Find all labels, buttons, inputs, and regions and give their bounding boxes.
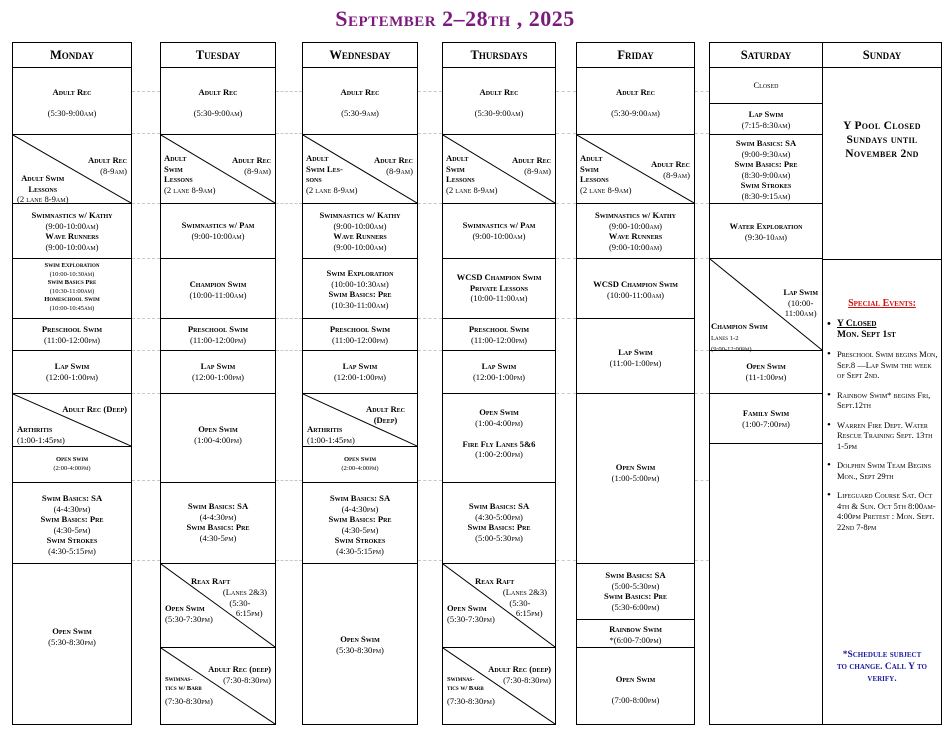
event-item [837, 319, 941, 340]
fri-c2b: (8-9am) [663, 169, 690, 180]
wed-c9e: Swim Strokes [334, 535, 386, 545]
tue-c4b: (10:00-11:00am) [189, 289, 247, 300]
sat-c1a: Closed [753, 80, 779, 90]
fri-swimnastics [577, 204, 694, 259]
wed-c7d: (1:00-1:45pm) [307, 434, 355, 445]
special-events-list [825, 319, 941, 541]
thu-c8c: Swim Basics: Pre [467, 522, 531, 532]
thu-adult-rec-early [443, 67, 555, 135]
fri-c1b: (5:30-9:00am) [611, 108, 660, 118]
wed-c7a: Adult Rec [365, 404, 405, 414]
thu-c2f: (2 lane 8-9am) [446, 184, 498, 195]
fri-c9a: Open Swim [615, 674, 656, 684]
mon-c2d: Lessons [28, 183, 58, 194]
wed-c10a: Open Swim [340, 634, 380, 644]
thu-c8a: Swim Basics: SA [468, 501, 530, 511]
fri-open-swim-evening [577, 648, 694, 724]
wed-c3b: (9:00-10:00am) [333, 220, 387, 231]
fri-c7d: (5:30-6:00pm) [611, 601, 660, 612]
event-y-closed: Y Closed [837, 319, 877, 329]
tue-c10c: Swimnas- [165, 676, 193, 683]
wed-c4c: Swim Basics: Pre [328, 289, 392, 299]
special-events-title: Special Events: [848, 298, 916, 309]
schedule-note [823, 649, 941, 685]
wed-c2d: Swim Les- [306, 163, 343, 174]
fri-adult-rec-lessons [577, 135, 694, 204]
tue-c9d: 6:15pm) [235, 608, 263, 618]
sun-closed2: Sundays until [846, 134, 918, 146]
fri-c3c: Wave Runners [608, 231, 663, 241]
wed-adult-rec-deep [303, 394, 417, 447]
fri-c3a: Swimnastics w/ Kathy [594, 210, 677, 220]
mon-c10b: (5:30-8:30pm) [48, 636, 96, 647]
mon-c9b: (4-4:30pm) [53, 503, 91, 514]
thu-c4a: WCSD Champion Swim [456, 272, 542, 282]
mon-swim-basics [13, 483, 131, 564]
sunday-divider [823, 259, 941, 260]
mon-c9c: Swim Basics: Pre [40, 514, 104, 524]
mon-c2b: (8-9am) [100, 165, 127, 176]
fri-c2f: (2 lane 8-9am) [580, 184, 632, 195]
thu-c2a: Adult Rec [511, 155, 551, 165]
mon-exploration [13, 259, 131, 319]
fri-c8a: Rainbow Swim [609, 624, 662, 634]
tue-c9f: (5:30-7:30pm) [165, 613, 213, 624]
fri-c4b: (10:00-11:00am) [606, 289, 665, 300]
sun-closed3: November 2nd [845, 148, 919, 160]
event-item [837, 349, 941, 381]
thu-lap-swim [443, 351, 555, 394]
sunday-column [822, 42, 942, 725]
wed-c7b: (Deep) [373, 414, 398, 425]
thu-c7d: (1:00-2:00pm) [475, 449, 523, 459]
tue-swim-basics [161, 483, 275, 564]
mon-c4d: (10:30-11:00am) [49, 287, 95, 295]
fri-c7a: Swim Basics: SA [605, 570, 666, 580]
fri-rainbow-swim [577, 620, 694, 648]
wed-c8b: (2:00-4:00pm) [341, 464, 379, 472]
friday-header: Friday [577, 43, 694, 68]
tue-c10d: tics w/ Barb [165, 684, 202, 692]
event-fire-dept: Warren Fire Dept. Water Rescue Training Sept. 13th 1-5pm [837, 419, 933, 451]
mon-c8b: (2:00-4:00pm) [53, 464, 91, 472]
sunday-header: Sunday [823, 43, 941, 68]
tue-c6a: Lap Swim [200, 361, 236, 371]
mon-lap-swim [13, 351, 131, 394]
tue-c2d: Swim [164, 163, 183, 174]
thu-c9e: Open Swim [447, 603, 487, 613]
tue-c5b: (11:00-12:00pm) [189, 334, 247, 345]
saturday-header: Saturday [710, 43, 822, 68]
mon-c7c: (1:00-1:45pm) [17, 434, 65, 445]
mon-c4e: Homeschool Swim [44, 296, 100, 303]
wed-c5b: (11:00-12:00pm) [331, 334, 389, 345]
fri-c8b: *(6:00-7:00pm) [609, 634, 662, 645]
thu-c5a: Preschool Swim [468, 324, 530, 334]
sat-lap-swim-early [710, 104, 822, 135]
mon-c3b: (9:00-10:00am) [45, 220, 99, 231]
mon-c3c: Wave Runners [45, 231, 99, 241]
thu-open-swim-afternoon [443, 394, 555, 483]
wed-c5a: Preschool Swim [329, 324, 391, 334]
monday-header: Monday [13, 43, 131, 68]
thu-adult-rec-lessons [443, 135, 555, 204]
mon-c3d: (9:00-10:00am) [45, 241, 99, 252]
wed-c6a: Lap Swim [342, 361, 378, 371]
thu-c4b: Private Lessons [469, 282, 529, 293]
mon-adult-rec-lessons [13, 135, 131, 204]
wednesday-column [302, 42, 418, 725]
thu-c9a: Reax Raft [475, 576, 515, 586]
friday-column [576, 42, 695, 725]
event-y-closed-date: Mon. Sept 1st [837, 329, 896, 340]
wed-c9c: Swim Basics: Pre [328, 514, 392, 524]
tue-c9b: (Lanes 2&3) [222, 587, 267, 597]
tue-c9e: Open Swim [165, 603, 205, 613]
thu-swimnastics [443, 204, 555, 259]
tue-c7b: (1:00-4:00pm) [194, 434, 242, 445]
thu-champion-swim [443, 259, 555, 319]
fri-c3b: (9:00-10:00am) [608, 220, 663, 231]
wed-c1a: Adult Rec [340, 87, 380, 97]
event-item [837, 460, 941, 481]
sat-water-exploration [710, 204, 822, 259]
fri-champion-swim [577, 259, 694, 319]
mon-c4a: Swim Exploration [44, 262, 100, 269]
thu-c5b: (11:00-12:00pm) [470, 334, 528, 345]
sat-c4a: Water Exploration [729, 221, 803, 231]
monday-column [12, 42, 132, 725]
wed-c7c: Arthritis [307, 424, 343, 434]
wed-c9d: (4:30-5pm) [341, 524, 379, 535]
event-item [837, 490, 941, 532]
mon-c2c: Adult Swim [21, 173, 65, 183]
thu-c9b: (Lanes 2&3) [502, 587, 547, 597]
wed-c2f: (2 lane 8-9am) [306, 184, 358, 195]
sat-swim-basics [710, 135, 822, 204]
event-dolphin: Dolphin Swim Team Begins Mon., Sept 29th [837, 460, 931, 481]
thu-c7b: (1:00-4:00pm) [475, 417, 523, 428]
mon-c1b: (5:30-9:00am) [47, 108, 97, 118]
tue-c10b: (7:30-8:30pm) [223, 674, 271, 685]
fri-c5b: (11:00-1:00pm) [609, 357, 662, 368]
wed-adult-rec-lessons [303, 135, 417, 204]
thu-c10e: (7:30-8:30pm) [447, 696, 495, 706]
wed-c3d: (9:00-10:00am) [333, 241, 387, 252]
mon-c8a: Open Swim [55, 456, 89, 463]
mon-c2e: (2 lane 8-9am) [17, 194, 69, 204]
event-item [837, 420, 941, 452]
thu-c9c: (5:30- [509, 597, 531, 608]
fri-c1a: Adult Rec [615, 87, 655, 97]
thu-c2e: Lessons [446, 174, 475, 184]
fri-lap-swim [577, 319, 694, 394]
tue-lap-swim [161, 351, 275, 394]
thu-reax-raft [443, 564, 555, 648]
mon-c9e: Swim Strokes [46, 535, 98, 545]
wed-c2b: (8-9am) [386, 165, 413, 176]
thu-c2c: Adult [446, 153, 469, 163]
tue-c4a: Champion Swim [189, 279, 247, 289]
sat-lap-champion [710, 259, 822, 351]
thu-c3a: Swimnastics w/ Pam [462, 220, 536, 230]
fri-c4a: WCSD Champion Swim [593, 279, 678, 289]
fri-c3d: (9:00-10:00am) [608, 241, 663, 252]
fri-c2e: Lessons [580, 174, 609, 184]
fri-c7c: Swim Basics: Pre [604, 591, 667, 601]
wed-c4d: (10:30-11:00am) [331, 299, 389, 310]
mon-c7b: Arthritis [17, 424, 53, 434]
fri-adult-rec-early [577, 67, 694, 135]
tue-c3b: (9:00-10:00am) [191, 230, 245, 241]
wed-c9f: (4:30-5:15pm) [336, 545, 384, 556]
thu-c1b: (5:30-9:00am) [474, 108, 524, 118]
wed-swim-basics [303, 483, 417, 564]
tue-c5a: Preschool Swim [187, 324, 249, 334]
thu-c8b: (4:30-5:00pm) [475, 511, 523, 522]
thu-c9f: (5:30-7:30pm) [447, 613, 495, 624]
tue-c2b: (8-9am) [244, 165, 271, 176]
thu-c7c: Fire Fly Lanes 5&6 [462, 438, 536, 449]
wed-swimnastics [303, 204, 417, 259]
fri-c7b: (5:00-5:30pm) [611, 580, 660, 591]
thu-c10c: Swimnas- [447, 676, 475, 683]
wed-c2e: sons [306, 174, 322, 184]
mon-c4c: Swim Basics Pre [47, 279, 97, 286]
tue-c9c: (5:30- [229, 597, 251, 608]
tue-c6b: (12:00-1:00pm) [191, 371, 245, 382]
wed-c8a: Open Swim [343, 456, 377, 463]
wed-c9b: (4-4:30pm) [341, 503, 379, 514]
tue-reax-raft [161, 564, 275, 648]
wed-lap-swim [303, 351, 417, 394]
mon-c9d: (4:30-5pm) [53, 524, 91, 535]
sat-c2a: Lap Swim [748, 109, 784, 119]
wed-adult-rec-early [303, 67, 417, 135]
fri-c2c: Adult [580, 153, 603, 163]
sat-family-swim [710, 394, 822, 444]
mon-open-swim-afternoon [13, 447, 131, 483]
wed-c2a: Adult Rec [373, 155, 413, 165]
fri-c6a: Open Swim [615, 462, 656, 472]
sat-c3b: (9:00-9:30am) [741, 148, 791, 159]
mon-c3a: Swimnastics w/ Kathy [31, 210, 113, 220]
tue-open-swim-afternoon [161, 394, 275, 483]
sat-c3a: Swim Basics: SA [735, 138, 797, 148]
mon-c1a: Adult Rec [52, 87, 92, 97]
sat-c7b: (1:00-7:00pm) [742, 418, 790, 429]
wed-preschool [303, 319, 417, 351]
thu-c2b: (8-9am) [524, 165, 551, 176]
saturday-column [709, 42, 823, 725]
sat-c5c: 11:00am) [784, 308, 817, 318]
tuesday-column [160, 42, 276, 725]
thu-preschool [443, 319, 555, 351]
sat-c7a: Family Swim [742, 408, 790, 418]
event-item [837, 390, 941, 411]
thu-c8d: (5:00-5:30pm) [475, 532, 523, 543]
sat-c3d: (8:30-9:00am) [741, 169, 791, 180]
tue-c8d: (4:30-5pm) [199, 532, 237, 543]
thursday-column [442, 42, 556, 725]
tue-c1a: Adult Rec [198, 87, 238, 97]
mon-c6b: (12:00-1:00pm) [45, 371, 99, 382]
sat-closed [710, 67, 822, 104]
tue-c3a: Swimnastics w/ Pam [181, 220, 255, 230]
sat-c6b: (11-1:00pm) [745, 371, 787, 382]
sun-closed1: Y Pool Closed [843, 120, 921, 132]
sat-c3e: Swim Strokes [740, 180, 792, 190]
sat-c3f: (8:30-9:15am) [741, 190, 791, 201]
sat-c5d: Champion Swim [711, 321, 768, 331]
mon-open-swim-evening [13, 564, 131, 724]
note-line1: *Schedule subject [842, 650, 922, 660]
mon-swimnastics [13, 204, 131, 259]
sat-c2b: (7:15-8:30am) [741, 119, 791, 130]
tue-c2e: Lessons [164, 174, 193, 184]
mon-c5a: Preschool Swim [41, 324, 103, 334]
thu-c6a: Lap Swim [481, 361, 517, 371]
wed-c6b: (12:00-1:00pm) [333, 371, 387, 382]
sat-open-swim [710, 351, 822, 394]
mon-c4f: (10:00-10:45am) [49, 304, 95, 312]
thu-c9d: 6:15pm) [515, 608, 543, 618]
wed-c1b: (5:30-9am) [341, 108, 379, 118]
wed-c3a: Swimnastics w/ Kathy [319, 210, 401, 220]
tue-c8b: (4-4:30pm) [199, 511, 237, 522]
mon-c2a: Adult Rec [87, 155, 127, 165]
mon-c7a: Adult Rec (Deep) [62, 404, 127, 414]
tue-champion-swim [161, 259, 275, 319]
sat-c5a: Lap Swim [783, 287, 818, 297]
tue-swimnastics [161, 204, 275, 259]
thu-c10d: tics w/ Barb [447, 684, 484, 692]
sat-c5b: (10:00- [788, 297, 814, 308]
mon-c10a: Open Swim [52, 626, 92, 636]
wed-c10b: (5:30-8:30pm) [336, 644, 384, 655]
wednesday-header: Wednesday [303, 43, 417, 68]
fri-c2a: Adult Rec [650, 159, 690, 169]
thursday-header: Thursdays [443, 43, 555, 68]
tue-c1b: (5:30-9:00am) [193, 108, 243, 118]
wed-open-swim-afternoon [303, 447, 417, 483]
fri-open-swim-afternoon [577, 394, 694, 564]
thu-c4c: (10:00-11:00am) [470, 293, 528, 303]
tue-c2c: Adult [164, 153, 187, 163]
event-lifeguard: Lifeguard Course Sat. Oct 4th & Sun. Oct 5th 8:00am-4:00pm Pretest : Mon. Sept. 22nd 7-8pm [837, 490, 936, 532]
tue-adult-rec-deep-evening [161, 648, 275, 724]
tue-c7a: Open Swim [198, 424, 238, 434]
wed-c4a: Swim Exploration [326, 268, 394, 278]
note-line2: to change. Call Y to [837, 662, 927, 672]
tue-c2f: (2 lane 8-9am) [164, 184, 216, 195]
mon-adult-rec-deep [13, 394, 131, 447]
thu-c10b: (7:30-8:30pm) [503, 674, 551, 685]
thu-c7a: Open Swim [479, 407, 519, 417]
mon-c4b: (10:00-10:30am) [49, 270, 95, 278]
page-title: September 2–28th , 2025 [335, 6, 575, 31]
fri-c6b: (1:00-5:00pm) [611, 472, 660, 483]
wed-open-swim-evening [303, 564, 417, 724]
tue-c10e: (7:30-8:30pm) [165, 696, 213, 706]
tue-preschool [161, 319, 275, 351]
sat-c5f: (9:00-12:00pm) [711, 346, 752, 353]
thu-c6b: (12:00-1:00pm) [472, 371, 526, 382]
wed-exploration [303, 259, 417, 319]
mon-c9a: Swim Basics: SA [41, 493, 103, 503]
wed-c9a: Swim Basics: SA [329, 493, 391, 503]
thu-adult-rec-deep-evening [443, 648, 555, 724]
tue-c2a: Adult Rec [231, 155, 271, 165]
sat-c6a: Open Swim [746, 361, 786, 371]
wed-c2c: Adult [306, 153, 329, 163]
tue-c8c: Swim Basics: Pre [186, 522, 250, 532]
sunday-closed-note [823, 119, 941, 161]
thu-c10a: Adult Rec (deep) [488, 664, 551, 674]
sat-c5e: Lanes 1-2 [711, 334, 739, 342]
thu-swim-basics [443, 483, 555, 564]
mon-preschool [13, 319, 131, 351]
note-line3: verify. [867, 674, 897, 684]
fri-swim-basics [577, 564, 694, 620]
mon-adult-rec-early [13, 67, 131, 135]
event-preschool: Preschool Swim begins Mon, Sep.8 —Lap Swim the week of Sept 2nd. [837, 349, 938, 380]
mon-c5b: (11:00-12:00pm) [43, 334, 101, 345]
tue-adult-rec-early [161, 67, 275, 135]
tue-adult-rec-lessons [161, 135, 275, 204]
fri-c5a: Lap Swim [618, 347, 653, 357]
fri-c9b: (7:00-8:00pm) [611, 695, 660, 705]
tue-c8a: Swim Basics: SA [187, 501, 249, 511]
mon-c6a: Lap Swim [54, 361, 90, 371]
mon-c9f: (4:30-5:15pm) [48, 545, 96, 556]
wed-c3c: Wave Runners [333, 231, 387, 241]
tue-c9a: Reax Raft [191, 576, 231, 586]
thu-c3b: (9:00-10:00am) [472, 230, 526, 241]
thu-c1a: Adult Rec [479, 87, 519, 97]
event-rainbow: Rainbow Swim* begins Fri, Sept.12th [837, 389, 931, 410]
tuesday-header: Tuesday [161, 43, 275, 68]
sat-c3c: Swim Basics: Pre [734, 159, 798, 169]
fri-c2d: Swim [580, 163, 599, 174]
wed-c4b: (10:00-10:30am) [331, 278, 389, 289]
thu-c2d: Swim [446, 163, 465, 174]
sat-c4b: (9:30-10am) [744, 231, 788, 242]
tue-c10a: Adult Rec (deep) [208, 664, 271, 674]
